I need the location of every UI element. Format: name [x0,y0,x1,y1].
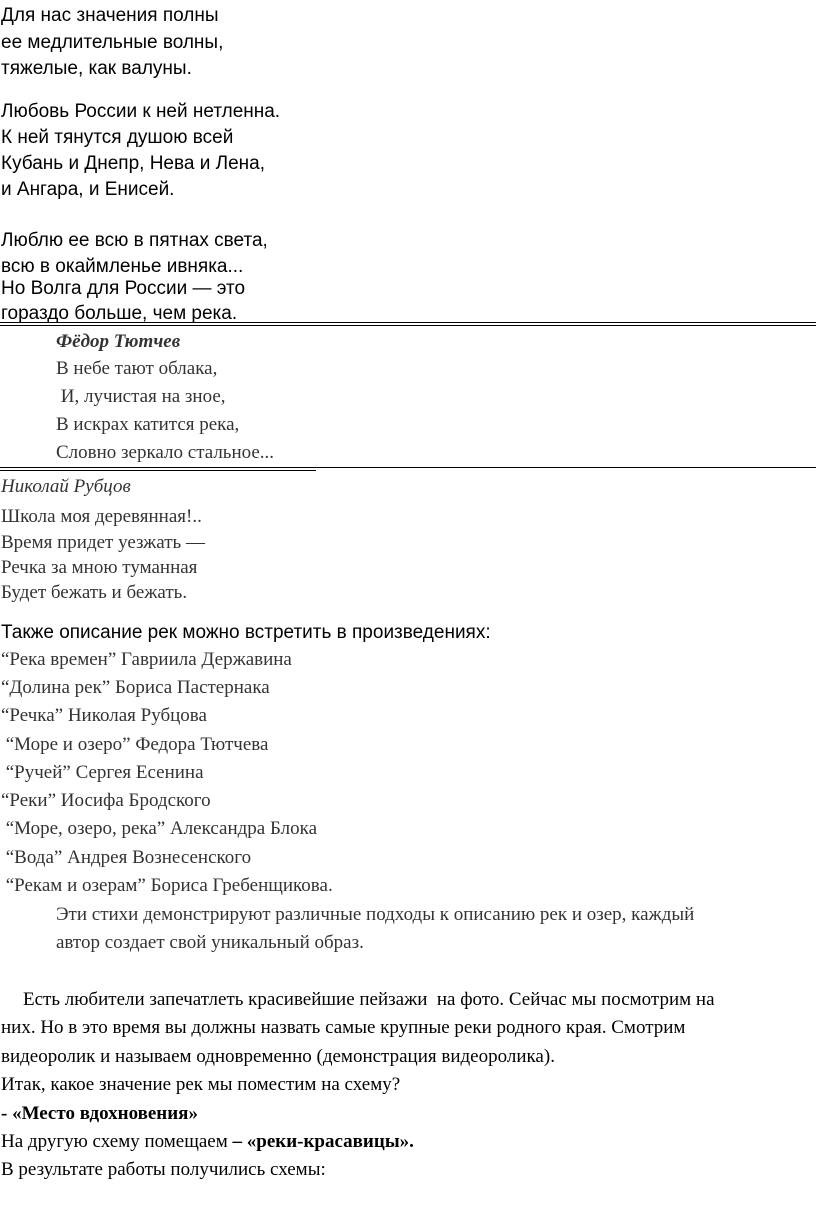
paragraph-line: Итак, какое значение рек мы поместим на схему? [1,1074,401,1095]
summary-line: Эти стихи демонстрируют различные подходы к описанию рек и озер, каждый [56,904,695,925]
summary-line: автор создает свой уникальный образ. [56,932,364,953]
poem-line: всю в окаймленье ивняка... [1,256,244,277]
list-item: “Рекам и озерам” Бориса Гребенщикова. [1,875,333,896]
works-intro: Также описание рек можно встретить в произведениях: [1,622,491,643]
poem-line: Время придет уезжать — [1,532,205,553]
poem-line: и Ангара, и Енисей. [1,179,175,200]
section-divider [0,322,816,323]
list-item: “Долина рек” Бориса Пастернака [1,677,270,698]
poem-line: Но Волга для России — это [1,278,246,299]
poem-line: Будет бежать и бежать. [1,582,188,603]
paragraph-line: них. Но в это время вы должны назвать самые крупные реки родного края. Смотрим [1,1017,686,1038]
poem-line: ее медлительные волны, [1,32,224,53]
result-line: В результате работы получились схемы: [1,1159,326,1180]
poem-line: гораздо больше, чем река. [1,303,238,324]
answer-line: - «Место вдохновения» [1,1103,198,1124]
poem-line: Для нас значения полны [1,5,219,26]
list-item: “Речка” Николая Рубцова [1,705,207,726]
section-divider [0,325,816,326]
section-divider [0,467,816,468]
list-item: “Ручей” Сергея Есенина [1,762,204,783]
section-divider [0,470,316,471]
poem-line: Любовь России к ней нетленна. [1,101,281,122]
poem-line: В небе тают облака, [56,358,218,379]
next-scheme-line [1,1132,414,1151]
poem-line: К ней тянутся душою всей [1,127,234,148]
poem-line: В искрах катится река, [56,414,240,435]
list-item: “Река времен” Гавриила Державина [1,649,292,670]
poem-line: Словно зеркало стальное... [56,442,275,463]
list-item: “Реки” Иосифа Бродского [1,790,211,811]
poem-line: Люблю ее всю в пятнах света, [1,230,268,251]
list-item: “Море, озеро, река” Александра Блока [1,818,317,839]
poem-line: И, лучистая на зное, [56,386,226,407]
paragraph-line: Есть любители запечатлеть красивейшие пейзажи на фото. Сейчас мы посмотрим на [23,989,715,1010]
poem-line: Кубань и Днепр, Нева и Лена, [1,153,265,174]
paragraph-line: видеоролик и называем одновременно (демонстрация видеоролика). [1,1046,555,1067]
poem-line: тяжелые, как валуны. [1,58,192,79]
next-scheme-prefix: На другую схему помещаем [1,1131,233,1152]
author-name: Николай Рубцов [1,476,131,497]
list-item: “Вода” Андрея Вознесенского [1,847,252,868]
poem-line: Школа моя деревянная!.. [1,506,202,527]
poem-line: Речка за мною туманная [1,557,198,578]
list-item: “Море и озеро” Федора Тютчева [1,734,269,755]
next-scheme-bold: – «реки-красавицы». [232,1131,414,1152]
author-name: Фёдор Тютчев [56,331,181,352]
